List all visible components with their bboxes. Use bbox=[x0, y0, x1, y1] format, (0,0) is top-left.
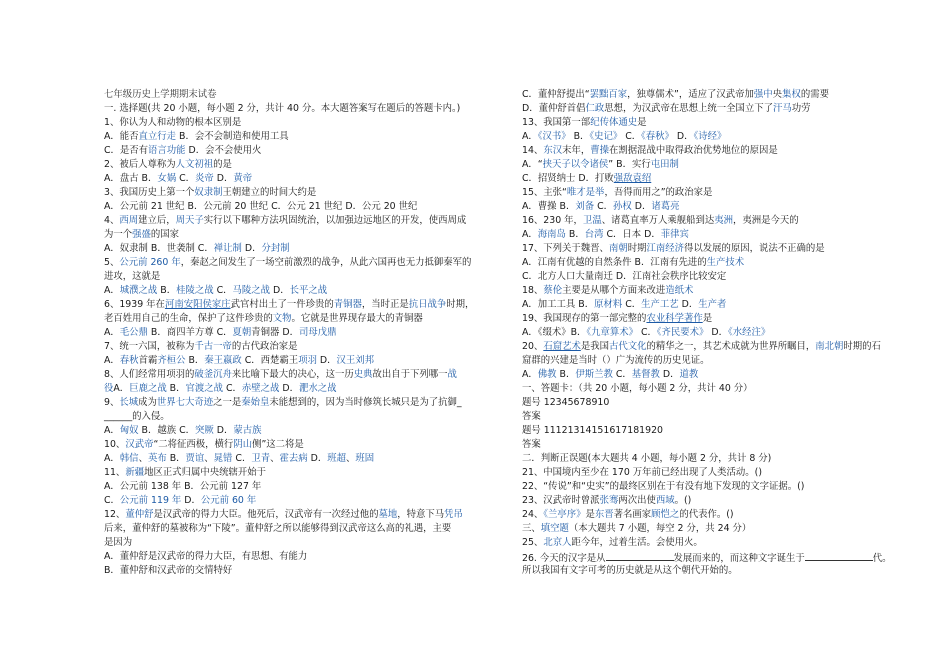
keyword-link[interactable]: 蒙古族 bbox=[233, 425, 262, 436]
keyword-link[interactable]: 卫温 bbox=[582, 215, 602, 226]
keyword-link[interactable]: 突厥 bbox=[195, 425, 214, 436]
keyword-link[interactable]: 唯才是举 bbox=[566, 187, 605, 198]
keyword-link[interactable]: 诸葛亮 bbox=[651, 201, 680, 212]
keyword-link[interactable]: 汗马 bbox=[773, 103, 792, 114]
question-23: 23、汉武帝时曾派张骞两次出使西域。() bbox=[522, 495, 692, 506]
question-12-option-d: D．董仲舒首倡仁政思想，为汉武帝在思想上统一全国立下了汗马功劳 bbox=[522, 103, 811, 114]
keyword-link[interactable]: 奴隶制 bbox=[194, 187, 223, 198]
keyword-link[interactable]: 班超 bbox=[327, 453, 346, 464]
question-1: 1、你认为人和动物的根本区别是 bbox=[104, 117, 242, 128]
question-15-options: A．曹操 B．刘备 C．孙权 D．诸葛亮 bbox=[522, 201, 680, 212]
keyword-link[interactable]: 仁政 bbox=[585, 103, 605, 114]
keyword-link[interactable]: 炎帝 bbox=[195, 173, 214, 184]
question-5-line-2: 进攻，这就是 bbox=[104, 271, 161, 282]
question-20-line-1: 20、石窟艺术是我国古代文化的精华之一，其艺术成就为世界所瞩目，南北朝时期的石 bbox=[522, 341, 881, 352]
question-4-options: A．奴隶制 B．世袭制 C．禅让制 D．分封制 bbox=[104, 243, 290, 254]
keyword-link[interactable]: 女娲 bbox=[157, 173, 177, 184]
keyword-link[interactable]: 基督教 bbox=[631, 369, 660, 380]
keyword-link[interactable]: 分封制 bbox=[261, 243, 290, 254]
answer-row-1-label: 题号 12345678910 bbox=[522, 397, 610, 408]
question-10: 10、汉武帝“二将征西极，横行阴山侧”这二将是 bbox=[104, 439, 304, 450]
keyword-link[interactable]: 秦王嬴政 bbox=[204, 355, 242, 366]
keyword-link[interactable]: 原材料 bbox=[594, 299, 623, 310]
keyword-link[interactable]: 巨鹿之战 bbox=[129, 383, 167, 394]
keyword-link[interactable]: 东汉 bbox=[543, 145, 563, 156]
keyword-link[interactable]: 蔡伦 bbox=[543, 285, 563, 296]
question-17-options-cd: C．北方人口大量南迁 D．江南社会秩序比较安定 bbox=[522, 271, 727, 282]
keyword-link[interactable]: 韩信 bbox=[119, 453, 139, 464]
keyword-link[interactable]: 卫青 bbox=[251, 453, 271, 464]
keyword-link[interactable]: 强中 bbox=[753, 89, 773, 100]
question-9-line-2: ______的入侵。 bbox=[104, 411, 170, 422]
keyword-link[interactable]: 南朝 bbox=[608, 243, 628, 254]
question-19: 19、我国现存的第一部完整的农业科学著作是 bbox=[522, 313, 713, 324]
right-column bbox=[522, 88, 892, 578]
question-8-line-1: 8、人们经常用项羽的破釜沉舟来比喻下最大的决心，这一历史典故出自于下列哪一战 bbox=[104, 369, 457, 380]
question-12-line-2: 后来，董仲舒的墓被称为“下陵”。董仲舒之所以能够得到汉武帝这么高的礼遇，主要 bbox=[104, 523, 452, 534]
keyword-link[interactable]: 菲律宾 bbox=[660, 229, 689, 240]
answer-row-2-label: 题号 11121314151617181920 bbox=[522, 425, 664, 436]
keyword-link[interactable]: 伊斯兰教 bbox=[575, 369, 613, 380]
keyword-link[interactable]: 霍去病 bbox=[279, 453, 308, 464]
question-12-option-c: C．董仲舒提出“罢黜百家，独尊儒术”，适应了汉武帝加强中央集权的需要 bbox=[522, 89, 829, 100]
keyword-link[interactable]: 东晋 bbox=[594, 509, 614, 520]
keyword-link[interactable]: 破釜沉舟 bbox=[194, 369, 232, 380]
section-3-header: 三、填空题（本大题共 7 小题，每空 2 分，共 24 分） bbox=[522, 523, 752, 534]
question-1-options-cd: C．是否有语言功能 D．会不会使用火 bbox=[104, 145, 262, 156]
keyword-link[interactable]: 《春秋》 bbox=[641, 131, 674, 142]
fill-blank[interactable] bbox=[805, 550, 873, 561]
keyword-link[interactable]: 董仲舒 bbox=[125, 509, 154, 520]
keyword-link[interactable]: 匈奴 bbox=[119, 425, 139, 436]
question-13-options: A．《汉书》 B．《史记》 C．《春秋》 D．《诗经》 bbox=[522, 131, 727, 142]
keyword-link[interactable]: 填空题 bbox=[540, 523, 569, 534]
keyword-link[interactable]: 《兰亭序》 bbox=[543, 509, 586, 520]
question-5-options: A．城濮之战 B．桂陵之战 C．马陵之战 D．长平之战 bbox=[104, 285, 328, 296]
keyword-link[interactable]: 佛教 bbox=[537, 369, 557, 380]
keyword-link[interactable]: 《水经注》 bbox=[728, 327, 771, 338]
keyword-link[interactable]: 西周 bbox=[119, 215, 139, 226]
fill-blank[interactable] bbox=[606, 550, 674, 561]
keyword-link[interactable]: 屯田制 bbox=[650, 159, 679, 170]
question-7: 7、统一六国，被称为千古一帝的古代政治家是 bbox=[104, 341, 298, 352]
question-24: 24、《兰亭序》是东晋著名画家顾恺之的代表作。() bbox=[522, 509, 734, 520]
keyword-link[interactable]: 台湾 bbox=[584, 229, 604, 240]
keyword-link[interactable]: 公元前 60 年 bbox=[200, 495, 257, 506]
keyword-link[interactable]: 墓地 bbox=[378, 509, 398, 520]
keyword-link[interactable]: 马陵之战 bbox=[232, 285, 271, 296]
question-15: 15、主张“唯才是举，吾得而用之”的政治家是 bbox=[522, 187, 713, 198]
keyword-link[interactable]: 刘备 bbox=[575, 201, 595, 212]
question-5-line-1: 5、公元前 260 年，秦赵之间发生了一场空前激烈的战争，从此六国再也无力抵御秦军的 bbox=[104, 257, 472, 268]
left-column bbox=[104, 88, 476, 578]
keyword-link[interactable]: 《史记》 bbox=[589, 131, 623, 142]
keyword-link[interactable]: 公元前 119 年 bbox=[119, 495, 182, 506]
keyword-link[interactable]: 抗日战争 bbox=[408, 299, 447, 310]
keyword-link[interactable]: 长平之战 bbox=[289, 285, 328, 296]
question-11-options-cd: C．公元前 119 年 D．公元前 60 年 bbox=[104, 495, 257, 506]
keyword-link[interactable]: 英布 bbox=[147, 453, 167, 464]
keyword-link[interactable]: 人文初祖 bbox=[175, 159, 214, 170]
keyword-link[interactable]: 古代文化 bbox=[608, 341, 647, 352]
question-9-options: A．匈奴 B．越族 C．突厥 D．蒙古族 bbox=[104, 425, 262, 436]
keyword-link[interactable]: 生产技术 bbox=[706, 257, 745, 268]
keyword-link[interactable]: 直立行走 bbox=[138, 131, 177, 142]
keyword-link[interactable]: 罢黜百家 bbox=[589, 89, 628, 100]
keyword-link[interactable]: 集权 bbox=[782, 89, 801, 100]
keyword-link[interactable]: 晁错 bbox=[213, 453, 233, 464]
keyword-link[interactable]: 顾恺之 bbox=[651, 509, 680, 520]
keyword-link[interactable]: 毛公鼎 bbox=[119, 327, 148, 338]
keyword-link[interactable]: 曹操 bbox=[590, 145, 609, 156]
question-3: 3、我国历史上第一个奴隶制王朝建立的时间大约是 bbox=[104, 187, 317, 198]
keyword-link[interactable]: 西域 bbox=[655, 495, 675, 506]
keyword-link[interactable]: 青铜器 bbox=[333, 299, 362, 310]
keyword-link[interactable]: 公元前 260 年 bbox=[119, 257, 181, 268]
keyword-link[interactable]: 战 bbox=[447, 369, 457, 380]
keyword-link[interactable]: 春秋 bbox=[119, 355, 139, 366]
keyword-link[interactable]: 生产者 bbox=[698, 299, 727, 310]
keyword-link[interactable]: 夷洲 bbox=[714, 215, 733, 226]
question-22: 22、“传说”和“史实”的最终区别在于有没有地下发现的文字证据。() bbox=[522, 481, 805, 492]
keyword-link[interactable]: 挟天子以令诸侯 bbox=[542, 159, 609, 170]
answer-row-2-answers: 答案 bbox=[522, 439, 541, 450]
keyword-link[interactable]: 孙权 bbox=[613, 201, 632, 212]
question-16: 16、230 年，卫温、诸葛直率万人乘舰船到达夷洲，夷洲是今天的 bbox=[522, 215, 799, 226]
question-4-line-2: 为一个强盛的国家 bbox=[104, 229, 180, 240]
question-12-line-1: 12、董仲舒是汉武帝的得力大臣。他死后，汉武帝有一次经过他的墓地，特意下马凭吊 bbox=[104, 509, 463, 520]
question-9-line-1: 9、长城成为世界七大奇迹之一是秦始皇未能想到的，因为当时修筑长城只是为了抗御_ bbox=[104, 397, 462, 408]
question-14-options-ab: A．“挟天子以令诸侯” B．实行屯田制 bbox=[522, 159, 679, 170]
keyword-link[interactable]: 语言功能 bbox=[148, 145, 186, 156]
question-17: 17、下列关于魏晋、南朝时期江南经济得以发展的原因，说法不正确的是 bbox=[522, 243, 825, 254]
question-25: 25、北京人距今年，过着生活。会使用火。 bbox=[522, 537, 703, 548]
keyword-link[interactable]: 《诗经》 bbox=[693, 131, 727, 142]
keyword-link[interactable]: 新疆 bbox=[125, 467, 145, 478]
keyword-link[interactable]: 司母戊鼎 bbox=[298, 327, 337, 338]
question-18-options: A．加工工具 B．原材料 C．生产工艺 D．生产者 bbox=[522, 299, 727, 310]
keyword-link[interactable]: 石窟艺术 bbox=[543, 341, 581, 352]
keyword-link[interactable]: 文物 bbox=[272, 313, 292, 324]
question-8-line-2: 役A．巨鹿之战 B．官渡之战 C．赤壁之战 D．淝水之战 bbox=[104, 383, 337, 394]
keyword-link[interactable]: 张骞 bbox=[599, 495, 619, 506]
keyword-link[interactable]: 秦始皇 bbox=[241, 397, 270, 408]
keyword-link[interactable]: 禅让制 bbox=[213, 243, 242, 254]
question-12-line-3: 是因为 bbox=[104, 537, 133, 548]
question-20-line-2: 窟群的兴建是当时（）广为流传的历史见证。 bbox=[522, 355, 710, 366]
question-26-line-1: 26. 今天的汉字是从 发展而来的，而这种文字诞生于 代。 bbox=[522, 550, 867, 564]
question-19-options: A．《缀术》B．《九章算术》 C．《齐民要术》 D．《水经注》 bbox=[522, 327, 771, 338]
keyword-link[interactable]: 项羽 bbox=[298, 355, 317, 366]
keyword-link[interactable]: 纪传体通史 bbox=[590, 117, 638, 128]
question-3-options: A．公元前 21 世纪 B．公元前 20 世纪 C．公元 21 世纪 D．公元 20 世纪 bbox=[104, 201, 418, 212]
keyword-link[interactable]: 北京人 bbox=[543, 537, 572, 548]
keyword-link[interactable]: 夏朝 bbox=[232, 327, 252, 338]
question-1-options-ab: A．能否直立行走 B．会不会制造和使用工具 bbox=[104, 131, 289, 142]
answer-card-header: 一、答题卡：（共 20 小题，每小题 2 分，共计 40 分） bbox=[522, 383, 753, 394]
question-17-options-ab: A．江南有优越的自然条件 B．江南有先进的生产技术 bbox=[522, 257, 745, 268]
keyword-link[interactable]: 《九章算术》 bbox=[586, 327, 638, 338]
section-1-header: 一. 选择题(共 20 小题，每小题 2 分，共计 40 分。本大题答案写在题后的答题卡内。) bbox=[104, 103, 461, 114]
keyword-link[interactable]: 淝水之战 bbox=[299, 383, 337, 394]
question-7-options: A．春秋首霸齐桓公 B．秦王嬴政 C．西楚霸王项羽 D．汉王刘邦 bbox=[104, 355, 375, 366]
section-2-header: 二．判断正误题(本大题共 4 小题，每小题 2 分，共计 8 分) bbox=[522, 453, 772, 464]
question-14-options-cd: C．招贤纳士 D．打败强敌袁绍 bbox=[522, 173, 652, 184]
keyword-link[interactable]: 官渡之战 bbox=[185, 383, 224, 394]
keyword-link[interactable]: 城濮之战 bbox=[119, 285, 158, 296]
answer-row-1-answers: 答案 bbox=[522, 411, 541, 422]
question-11: 11、新疆地区正式归属中央统辖开始于 bbox=[104, 467, 266, 478]
keyword-link[interactable]: 齐桓公 bbox=[157, 355, 186, 366]
question-18: 18、蔡伦主要是从哪个方面来改进造纸术 bbox=[522, 285, 694, 296]
keyword-link[interactable]: 汉武帝 bbox=[125, 439, 154, 450]
keyword-link[interactable]: 阴山 bbox=[233, 439, 253, 450]
question-14: 14、东汉末年，曹操在割据混战中取得政治优势地位的原因是 bbox=[522, 145, 778, 156]
keyword-link[interactable]: 班固 bbox=[355, 453, 375, 464]
question-16-options: A．海南岛 B．台湾 C．日本 D．菲律宾 bbox=[522, 229, 689, 240]
keyword-link[interactable]: 千古一帝 bbox=[194, 341, 232, 352]
question-4-line-1: 4、西周建立后，周天子实行以下哪种方法巩固统治，以加强边远地区的开发，使西周成 bbox=[104, 215, 467, 226]
keyword-link[interactable]: 《汉书》 bbox=[537, 131, 571, 142]
keyword-link[interactable]: 海南岛 bbox=[537, 229, 566, 240]
keyword-link[interactable]: 造纸术 bbox=[665, 285, 694, 296]
keyword-link[interactable]: 长城 bbox=[119, 397, 139, 408]
question-6-line-1: 6、1939 年在河南安阳侯家庄武官村出土了一件珍贵的青铜器，当时正是抗日战争时期， bbox=[104, 299, 475, 310]
keyword-link[interactable]: 道教 bbox=[679, 369, 699, 380]
keyword-link[interactable]: 《齐民要术》 bbox=[656, 327, 709, 338]
keyword-link[interactable]: 史典 bbox=[353, 369, 373, 380]
keyword-link[interactable]: 贾谊 bbox=[185, 453, 205, 464]
question-2-options: A．盘古 B．女娲 C．炎帝 D．黄帝 bbox=[104, 173, 253, 184]
keyword-link[interactable]: 强盛 bbox=[132, 229, 151, 240]
question-12-option-a: A．董仲舒是汉武帝的得力大臣，有思想、有能力 bbox=[104, 551, 308, 562]
keyword-link[interactable]: 周天子 bbox=[175, 215, 204, 226]
keyword-link[interactable]: 役 bbox=[104, 383, 114, 394]
keyword-link[interactable]: 桂陵之战 bbox=[176, 285, 214, 296]
keyword-link[interactable]: 强敌袁绍 bbox=[613, 173, 652, 184]
doc-title: 七年级历史上学期期末试卷 bbox=[104, 89, 217, 100]
keyword-link[interactable]: 凭吊 bbox=[444, 509, 463, 520]
keyword-link[interactable]: 汉王刘邦 bbox=[336, 355, 375, 366]
question-12-option-b: B．董仲舒和汉武帝的交情特好 bbox=[104, 565, 233, 576]
keyword-link[interactable]: 农业科学著作 bbox=[646, 313, 703, 324]
keyword-link[interactable]: 黄帝 bbox=[233, 173, 253, 184]
keyword-link[interactable]: 赤壁之战 bbox=[241, 383, 280, 394]
question-11-options-ab: A．公元前 138 年 B．公元前 127 年 bbox=[104, 481, 262, 492]
question-13: 13、我国第一部纪传体通史是 bbox=[522, 117, 647, 128]
question-6-line-2: 老百姓用自己的生命，保护了这件珍贵的文物。它就是世界现存最大的青铜器 bbox=[104, 313, 423, 324]
question-20-options: A．佛教 B．伊斯兰教 C．基督教 D．道教 bbox=[522, 369, 699, 380]
keyword-link[interactable]: 河南安阳侯家庄 bbox=[164, 299, 231, 310]
keyword-link[interactable]: 江南经济 bbox=[646, 243, 684, 254]
keyword-link[interactable]: 生产工艺 bbox=[641, 299, 679, 310]
keyword-link[interactable]: 南北朝 bbox=[815, 341, 844, 352]
question-10-options: A．韩信、英布 B．贾谊、晁错 C．卫青、霍去病 D．班超、班固 bbox=[104, 453, 375, 464]
question-26-line-2: 所以我国有文字可考的历史就是从这个朝代开始的。 bbox=[522, 565, 738, 576]
question-2: 2、被后人尊称为人文初祖的是 bbox=[104, 159, 232, 170]
question-6-options: A．毛公鼎 B．商四羊方尊 C．夏朝青铜器 D．司母戊鼎 bbox=[104, 327, 337, 338]
keyword-link[interactable]: 世界七大奇迹 bbox=[156, 397, 214, 408]
question-21: 21、中国境内至少在 170 万年前已经出现了人类活动。() bbox=[522, 467, 762, 478]
